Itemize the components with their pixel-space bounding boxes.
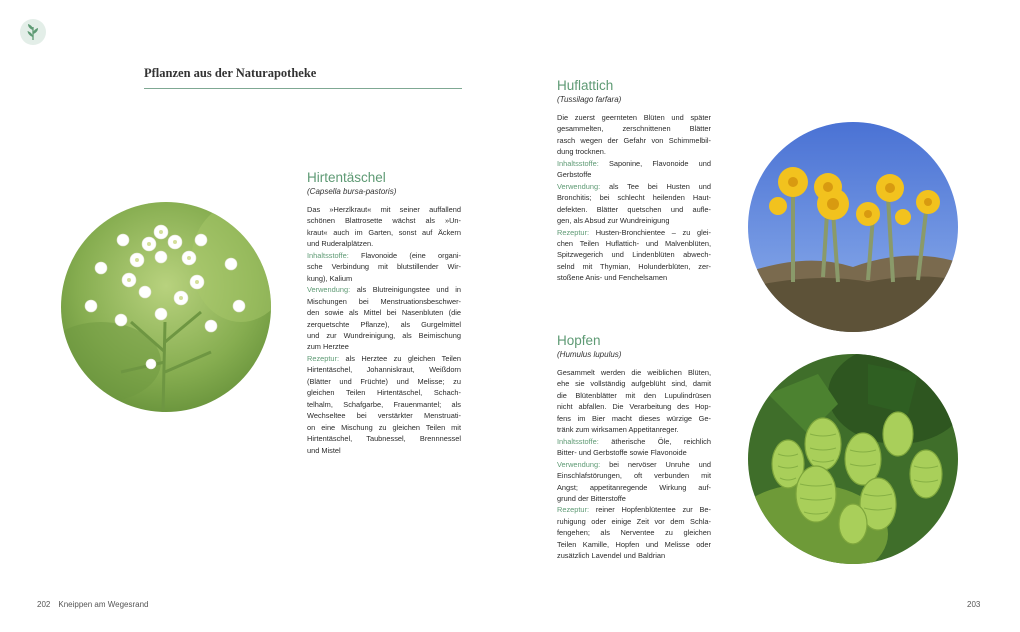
text-line — [557, 447, 711, 458]
plant-description — [557, 112, 711, 284]
line-text: selnd mit Thymian, Holunderblüten, zer- — [557, 261, 711, 271]
line-text: stoßene Anis- und Fenchelsamen — [557, 273, 668, 283]
line-text: zum Herztee — [307, 342, 349, 352]
line-text: Gesammelt werden die weiblichen Blüten, — [557, 368, 711, 377]
text-line — [307, 410, 461, 421]
text-line — [307, 250, 461, 261]
text-line — [307, 353, 461, 364]
text-line — [557, 215, 711, 226]
line-text: gleichen Teilen Hirtentäschel, Schach- — [307, 388, 461, 398]
text-line — [557, 516, 711, 527]
line-text: den sowie als Mittel bei Nasenbluten (die — [307, 308, 461, 318]
line-text: Hirtentäschel, Johanniskraut, Weißdorn — [307, 365, 461, 375]
line-text: als Herztee zu gleichen Teilen — [345, 353, 461, 363]
line-text: zusätzlich Lavendel und Baldrian — [557, 551, 666, 561]
text-line — [557, 390, 711, 401]
field-label: Verwendung: — [307, 285, 351, 295]
line-text: tränk zum wirksamen Appetitanreger. — [557, 425, 679, 435]
line-text: Bitter- und Gerbstoffe sowie Flavonoide — [557, 448, 687, 458]
line-text: und zur Wundreinigung, als Beimischung — [307, 330, 461, 340]
book-title: Kneippen am Wegesrand — [58, 600, 149, 609]
line-text: Hirtentäschel, Taubnessel, Brennnessel — [307, 434, 461, 444]
text-line — [557, 146, 711, 157]
text-line — [557, 112, 711, 123]
text-line — [557, 470, 711, 481]
text-line — [557, 123, 711, 134]
text-line — [307, 204, 461, 215]
text-line — [307, 227, 461, 238]
line-text: nicht abfallen. Die Verarbeitung des Hop- — [557, 402, 711, 412]
entry-hopfen — [557, 333, 963, 562]
text-line — [307, 238, 461, 249]
field-label: Inhaltsstoffe: — [557, 158, 599, 168]
line-text: und Mistel — [307, 445, 341, 455]
text-line — [557, 539, 711, 550]
text-line — [557, 550, 711, 561]
text-line — [557, 504, 711, 515]
entry-huflattich — [557, 78, 963, 284]
field-label: Rezeptur: — [557, 505, 590, 515]
line-text: rasch wegen der Gefahr von Schimmelbil- — [557, 135, 711, 145]
text-line — [557, 493, 711, 504]
line-text: fens im Bier macht dieses würzige Ge- — [557, 413, 711, 423]
line-text: chen Teilen Huflattich- und Malvenblüten, — [557, 238, 711, 248]
text-line — [307, 215, 461, 226]
text-line — [307, 261, 461, 272]
line-text: reiner Hopfenblütentee zur Be- — [595, 505, 711, 515]
line-text: ehe sie vollständig aufgeblüht sind, damit — [557, 379, 711, 389]
line-text: gesammelten, zerschnittenen Blätter — [557, 124, 711, 134]
plant-latin-name: (Tussilago farfara) — [557, 95, 622, 104]
plant-latin-name: (Humulus lupulus) — [557, 350, 622, 359]
page-number-left: 202 — [37, 600, 51, 609]
line-text: ätherische Öle, reichlich — [611, 436, 711, 446]
line-text: sche Verbindung mit blutstillender Wir- — [307, 262, 461, 272]
plant-description — [557, 367, 711, 562]
text-line — [557, 413, 711, 424]
text-line — [557, 169, 711, 180]
line-text: zerquetschte Pflanze), als Gurgelmittel — [307, 319, 461, 329]
text-line — [307, 330, 461, 341]
plant-description — [307, 204, 461, 456]
line-text: grund der Bitterstoffe — [557, 493, 626, 503]
line-text: Das »Herzlkraut« mit seiner auffallend — [307, 205, 461, 214]
text-line — [307, 422, 461, 433]
field-label: Verwendung: — [557, 459, 601, 469]
plant-name: Hirtentäschel — [307, 170, 386, 185]
text-line — [557, 272, 711, 283]
line-text: Einschlafstörungen, oft verbunden mit — [557, 471, 711, 481]
text-line — [557, 158, 711, 169]
field-label: Rezeptur: — [557, 227, 590, 237]
text-line — [307, 341, 461, 352]
line-text: dung trocknen. — [557, 147, 606, 157]
text-line — [307, 273, 461, 284]
text-line — [557, 181, 711, 192]
footer-left — [37, 600, 149, 609]
line-text: defekten. Blätter quetschen und aufle- — [557, 204, 711, 214]
plant-name: Huflattich — [557, 78, 614, 93]
line-text: Teilen Kamille, Hopfen und Melisse oder — [557, 539, 711, 549]
leaf-logo — [20, 19, 46, 45]
text-line — [307, 296, 461, 307]
line-text: bei nervöser Unruhe und — [609, 459, 711, 469]
text-line — [557, 204, 711, 215]
line-text: Husten-Bronchientee – zu glei- — [595, 227, 711, 237]
line-text: Saponine, Flavonoide und — [608, 158, 711, 168]
line-text: (Blätter und Früchte) und Melisse; zu — [307, 376, 461, 386]
section-title: Pflanzen aus der Naturapotheke — [144, 66, 317, 80]
text-line — [557, 249, 711, 260]
plant-latin-name: (Capsella bursa-pastoris) — [307, 187, 397, 196]
text-line — [557, 261, 711, 272]
line-text: Gerbstoffe — [557, 170, 592, 180]
line-text: Mischungen bei Menstruationsbeschwer- — [307, 296, 461, 306]
line-text: ruhigung oder einige Zeit vor dem Schla- — [557, 516, 711, 526]
field-label: Rezeptur: — [307, 353, 340, 363]
text-line — [307, 445, 461, 456]
line-text: on eine Mischung zu gleichen Teilen mit — [307, 422, 461, 432]
text-line — [307, 433, 461, 444]
line-text: gen, als Absud zur Wundreinigung — [557, 216, 670, 226]
text-line — [557, 436, 711, 447]
section-divider — [144, 88, 462, 89]
text-line — [557, 227, 711, 238]
line-text: als Tee bei Husten und — [608, 181, 711, 191]
line-text: Angst; appetitanregende Wirkung auf- — [557, 482, 711, 492]
field-label: Inhaltsstoffe: — [307, 250, 349, 260]
line-text: kung), Kalium — [307, 273, 353, 283]
field-label: Inhaltsstoffe: — [557, 436, 599, 446]
line-text: als Blutreinigungstee und in — [356, 285, 461, 295]
text-line — [307, 319, 461, 330]
leaf-sprig-icon — [20, 19, 46, 45]
plant-name: Hopfen — [557, 333, 601, 348]
line-text: und Ruderalplätzen. — [307, 239, 374, 249]
text-line — [557, 367, 711, 378]
text-line — [307, 307, 461, 318]
line-text: Bronchitis; bei schlecht heilenden Haut- — [557, 193, 711, 203]
line-text: telhalm, Schafgarbe, Frauenmantel; als — [307, 399, 461, 409]
field-label: Verwendung: — [557, 181, 601, 191]
line-text: Die zuerst geernteten Blüten und später — [557, 113, 711, 122]
text-line — [557, 401, 711, 412]
text-line — [307, 364, 461, 375]
text-line — [307, 376, 461, 387]
text-line — [557, 378, 711, 389]
line-text: fengehen; als Nerventee zu gleichen — [557, 528, 711, 538]
line-text: schönen Blattrosette wächst als »Un- — [307, 216, 461, 226]
line-text: Wechseltee bei verstärkter Menstruati- — [307, 411, 461, 421]
text-line — [557, 527, 711, 538]
text-line — [557, 424, 711, 435]
text-line — [557, 135, 711, 146]
text-line — [307, 399, 461, 410]
text-line — [557, 482, 711, 493]
line-text: Flavonoide (eine organi- — [361, 250, 461, 260]
text-line — [557, 192, 711, 203]
text-line — [307, 387, 461, 398]
line-text: kraut« auch im Garten, sonst auf Äckern — [307, 227, 461, 237]
page-number-right: 203 — [967, 600, 981, 609]
text-line — [557, 238, 711, 249]
line-text: Spitzwegerich und Lindenblüten abwech- — [557, 250, 711, 260]
line-text: die Blütenblätter mit den Lupulindrüsen — [557, 390, 711, 400]
text-line — [307, 284, 461, 295]
shepherds-purse-flower-photo — [61, 202, 271, 412]
text-line — [557, 459, 711, 470]
